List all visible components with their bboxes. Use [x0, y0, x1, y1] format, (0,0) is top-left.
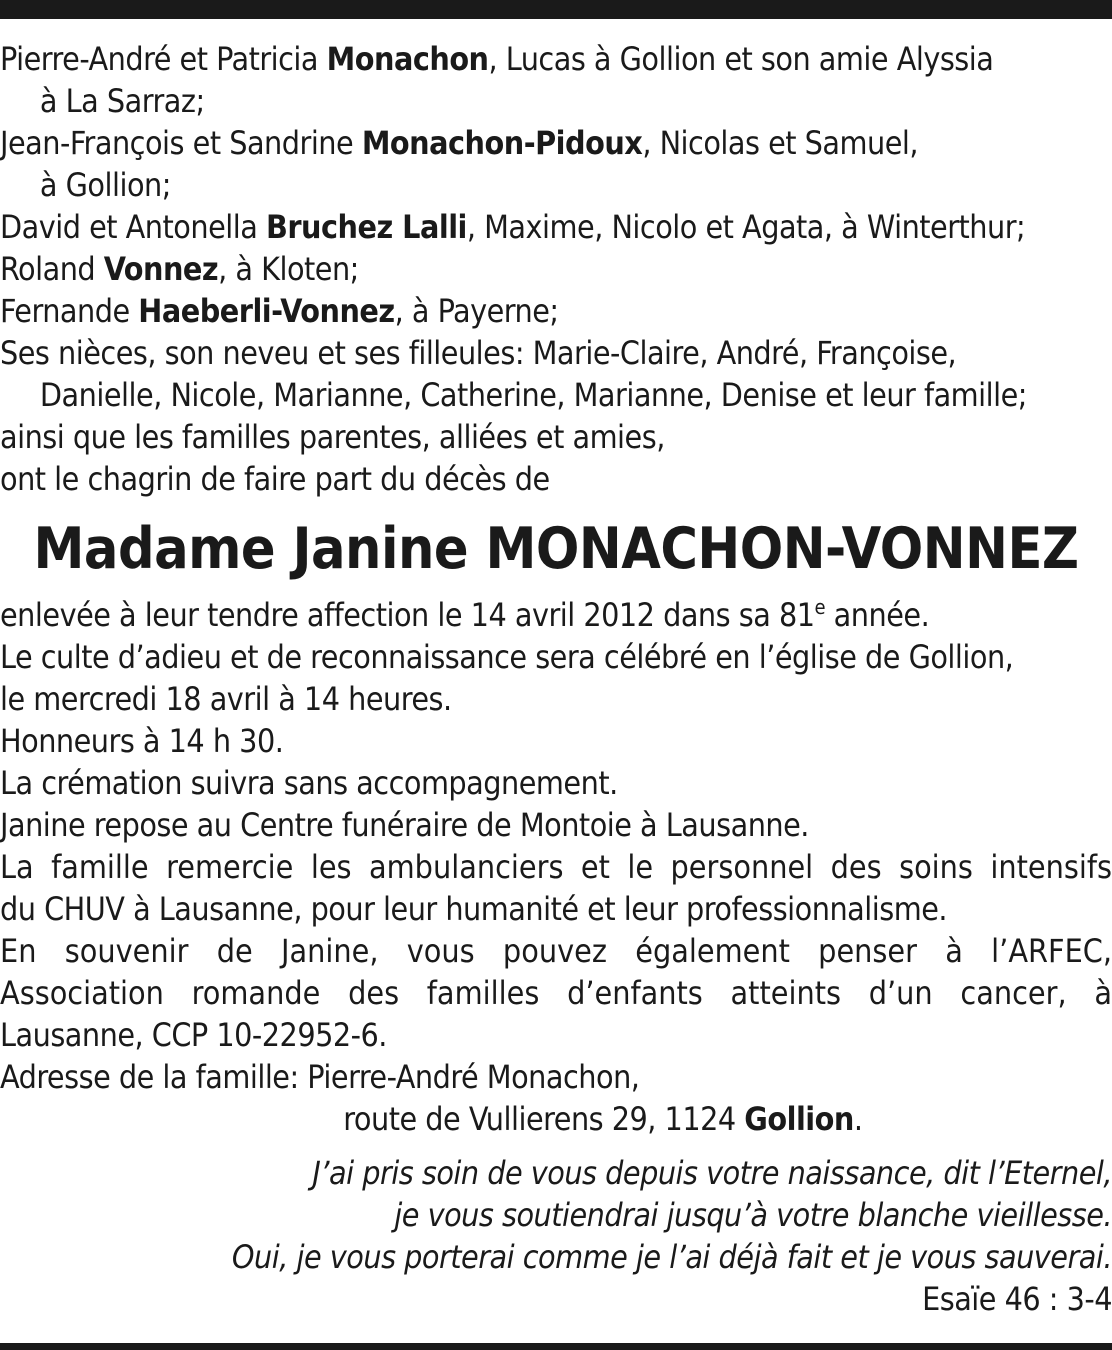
honneurs-time: Honneurs à 14 h 30. — [0, 722, 284, 760]
ceremony-line-1: Le culte d’adieu et de reconnaissance sera célébré en l’église de Gollion, — [0, 638, 1014, 676]
family-line-7: Fernande Haeberli-Vonnez, à Payerne; — [0, 292, 559, 330]
family-line-8: Ses nièces, son neveu et ses filleules: Marie-Claire, André, Françoise, — [0, 334, 957, 372]
family-line-4: à Gollion; — [39, 166, 171, 204]
thanks-line-1: La famille remercie les ambulanciers et le personnel des soins intensifs — [0, 848, 1112, 886]
family-line-9: Danielle, Nicole, Marianne, Catherine, Marianne, Denise et leur famille; — [39, 376, 1027, 414]
top-rule — [0, 0, 1112, 19]
family-address-street: route de Vullierens 29, 1124 Gollion. — [343, 1100, 863, 1138]
thanks-line-2: du CHUV à Lausanne, pour leur humanité et leur professionnalisme. — [0, 890, 948, 928]
verse-line-3: Oui, je vous porterai comme je l’ai déjà fait et je vous sauverai. — [231, 1238, 1112, 1276]
family-line-6: Roland Vonnez, à Kloten; — [0, 250, 359, 288]
donation-line-3: Lausanne, CCP 10-22952-6. — [0, 1016, 387, 1054]
family-line-10: ainsi que les familles parentes, alliées et amies, — [0, 418, 665, 456]
family-line-3: Jean-François et Sandrine Monachon-Pidoux, Nicolas et Samuel, — [0, 124, 919, 162]
bottom-rule — [0, 1343, 1112, 1350]
verse-reference: Esaïe 46 : 3-4 — [922, 1280, 1112, 1318]
death-date: enlevée à leur tendre affection le 14 avril 2012 dans sa 81e année. — [0, 595, 930, 634]
family-line-2: à La Sarraz; — [39, 82, 205, 120]
obituary-notice — [0, 38, 1112, 1320]
address-city: Gollion — [744, 1100, 854, 1138]
ceremony-line-2: le mercredi 18 avril à 14 heures. — [0, 680, 452, 718]
family-line-1: Pierre-André et Patricia Monachon, Lucas à Gollion et son amie Alyssia — [0, 40, 994, 78]
family-list — [0, 38, 1112, 500]
donation-line-1: En souvenir de Janine, vous pouvez également penser à l’ARFEC, — [0, 932, 1112, 970]
repose-location: Janine repose au Centre funéraire de Montoie à Lausanne. — [0, 806, 809, 844]
cremation-note: La crémation suivra sans accompagnement. — [0, 764, 618, 802]
family-address-label: Adresse de la famille: Pierre-André Monachon, — [0, 1058, 640, 1096]
family-line-5: David et Antonella Bruchez Lalli, Maxime, Nicolo et Agata, à Winterthur; — [0, 208, 1026, 246]
verse-line-2: je vous soutiendrai jusqu’à votre blanche vieillesse. — [394, 1196, 1112, 1234]
verse-line-1: J’ai pris soin de vous depuis votre naissance, dit l’Eternel, — [312, 1154, 1112, 1192]
deceased-name: Madame Janine MONACHON-VONNEZ — [33, 516, 1079, 582]
family-line-11: ont le chagrin de faire part du décès de — [0, 460, 550, 498]
donation-line-2: Association romande des familles d’enfants atteints d’un cancer, à — [0, 974, 1112, 1012]
